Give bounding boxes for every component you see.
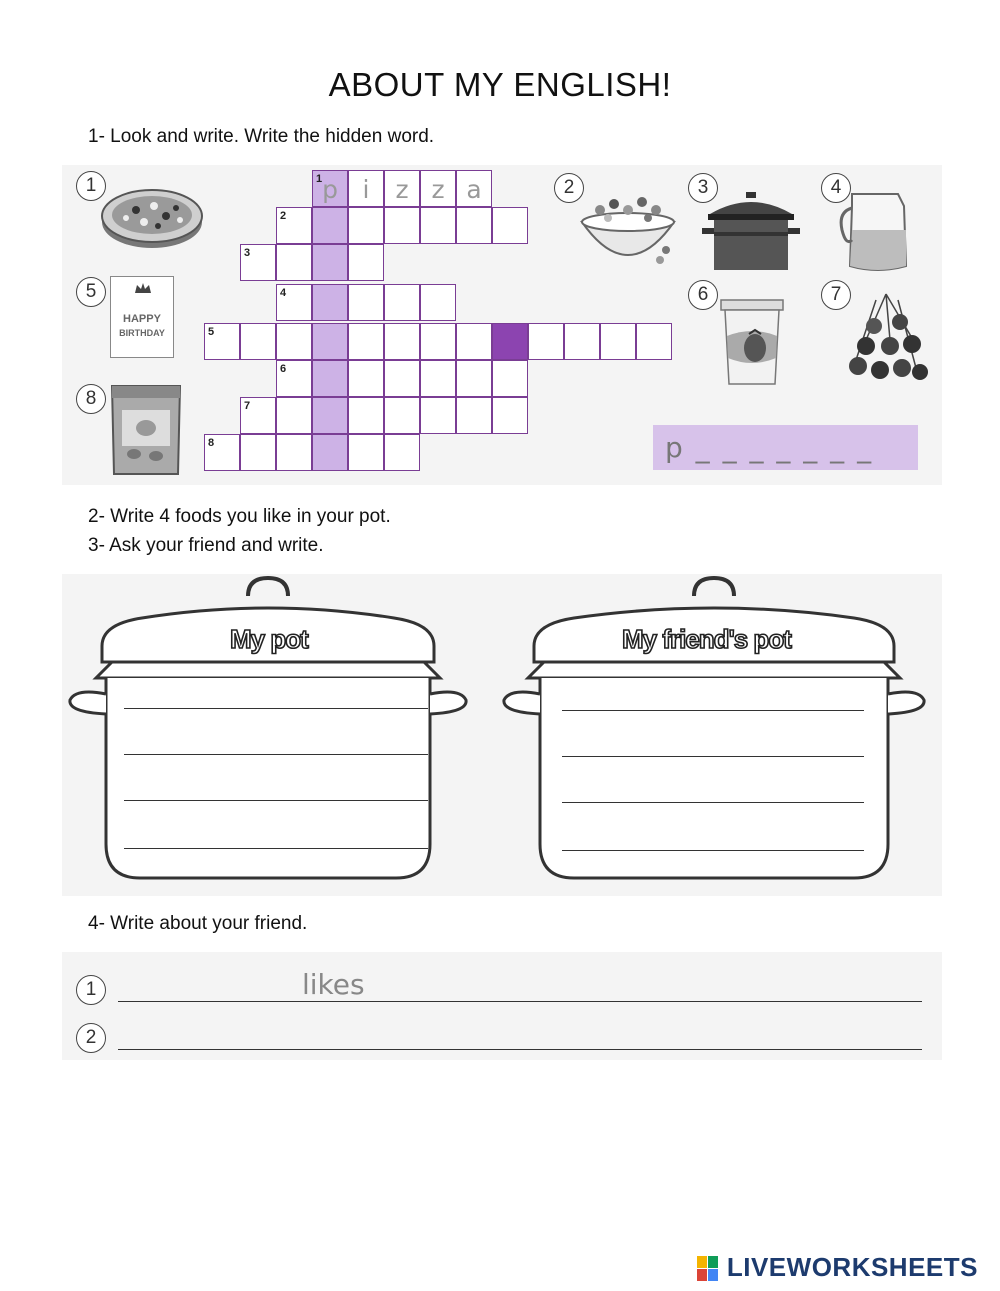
- sentence-line-2[interactable]: [118, 1049, 922, 1050]
- cell-letter: p: [322, 175, 338, 204]
- yogurt-icon: [719, 296, 785, 388]
- cell-r5-c3[interactable]: [276, 323, 312, 360]
- cell-r6-c1[interactable]: [276, 360, 312, 397]
- clue-number: 1: [316, 173, 323, 185]
- clue-number: 6: [280, 363, 287, 375]
- cell-r5-blank: [492, 323, 528, 360]
- instruction-1: 1- Look and write. Write the hidden word.: [88, 126, 435, 147]
- friends-pot-line-2[interactable]: [562, 756, 864, 757]
- cell-r8-c4[interactable]: [312, 434, 348, 471]
- cell-r8-c6[interactable]: [384, 434, 420, 471]
- card-text-line2: BIRTHDAY: [119, 328, 165, 338]
- cell-r7-c2[interactable]: [276, 397, 312, 434]
- clue-number: 4: [280, 287, 287, 299]
- sentence-line-1[interactable]: [118, 1001, 922, 1002]
- cell-r5-c1[interactable]: [204, 323, 240, 360]
- page-title: ABOUT MY ENGLISH!: [328, 66, 672, 103]
- cell-r2-c2[interactable]: [312, 207, 348, 244]
- cell-r7-c7[interactable]: [456, 397, 492, 434]
- cell-r2-c5[interactable]: [420, 207, 456, 244]
- picture-number-4: 4: [821, 173, 851, 203]
- pizza-icon: [96, 172, 208, 254]
- instruction-3: 3- Ask your friend and write.: [88, 535, 324, 556]
- cell-r5-c13[interactable]: [636, 323, 672, 360]
- cell-r5-c5[interactable]: [348, 323, 384, 360]
- cell-r5-c2[interactable]: [240, 323, 276, 360]
- picture-number-1: 1: [76, 171, 106, 201]
- cell-r4-c5[interactable]: [420, 284, 456, 321]
- cell-r6-c2[interactable]: [312, 360, 348, 397]
- brand-name[interactable]: LIVEWORKSHEETS: [726, 1252, 978, 1282]
- cell-r8-c2[interactable]: [240, 434, 276, 471]
- cell-r5-c7[interactable]: [420, 323, 456, 360]
- cell-r1-c1[interactable]: [312, 170, 348, 207]
- juice-jug-icon: [838, 190, 922, 274]
- example-word-likes: likes: [302, 968, 365, 1001]
- cell-r4-c3[interactable]: [348, 284, 384, 321]
- friend-sentences-panel: [62, 952, 942, 1060]
- clue-number: 5: [208, 326, 215, 338]
- cell-r5-c12[interactable]: [600, 323, 636, 360]
- cell-r7-c4[interactable]: [348, 397, 384, 434]
- cell-r3-c3[interactable]: [312, 244, 348, 281]
- clue-number: 2: [280, 210, 287, 222]
- hidden-word-answer: p _ _ _ _ _ _ _: [665, 431, 874, 464]
- cell-r2-c6[interactable]: [456, 207, 492, 244]
- friends-pot-line-4[interactable]: [562, 850, 864, 851]
- cell-r8-c5[interactable]: [348, 434, 384, 471]
- cell-r6-c3[interactable]: [348, 360, 384, 397]
- cell-r1-c3[interactable]: [384, 170, 420, 207]
- cell-r3-c2[interactable]: [276, 244, 312, 281]
- cell-r6-c6[interactable]: [456, 360, 492, 397]
- my-pot-icon: [70, 578, 466, 878]
- hidden-word-box[interactable]: [653, 425, 918, 470]
- cell-r2-c1[interactable]: [276, 207, 312, 244]
- cereal-bowl-icon: [578, 188, 678, 270]
- sentence-number-1: 1: [76, 975, 106, 1005]
- cell-letter: a: [466, 175, 482, 204]
- my-pot-line-3[interactable]: [124, 800, 428, 801]
- cell-r5-c10[interactable]: [528, 323, 564, 360]
- friends-pot-line-1[interactable]: [562, 710, 864, 711]
- picture-number-8: 8: [76, 384, 106, 414]
- cell-r7-c3[interactable]: [312, 397, 348, 434]
- cell-r1-c4[interactable]: [420, 170, 456, 207]
- cell-r5-c8[interactable]: [456, 323, 492, 360]
- cell-letter: i: [362, 175, 370, 204]
- cell-r2-c3[interactable]: [348, 207, 384, 244]
- cell-r2-c7[interactable]: [492, 207, 528, 244]
- friends-pot-label: My friend's pot: [622, 624, 791, 654]
- cell-r4-c2[interactable]: [312, 284, 348, 321]
- cell-r6-c4[interactable]: [384, 360, 420, 397]
- cell-r1-c5[interactable]: [456, 170, 492, 207]
- cell-r7-c1[interactable]: [240, 397, 276, 434]
- instruction-2: 2- Write 4 foods you like in your pot.: [88, 506, 391, 527]
- cell-r4-c1[interactable]: [276, 284, 312, 321]
- cell-r7-c8[interactable]: [492, 397, 528, 434]
- clue-number: 7: [244, 400, 251, 412]
- my-pot-label: My pot: [230, 624, 308, 654]
- cherries-icon: [846, 290, 930, 386]
- cell-letter: z: [395, 175, 409, 204]
- cell-r3-c4[interactable]: [348, 244, 384, 281]
- cell-r5-c4[interactable]: [312, 323, 348, 360]
- cell-r6-c5[interactable]: [420, 360, 456, 397]
- cell-letter: z: [431, 175, 445, 204]
- picture-number-6: 6: [688, 280, 718, 310]
- cell-r7-c6[interactable]: [420, 397, 456, 434]
- clue-number: 8: [208, 437, 215, 449]
- cell-r5-c11[interactable]: [564, 323, 600, 360]
- picture-number-2: 2: [554, 173, 584, 203]
- birthday-card-icon: [110, 276, 174, 358]
- picture-number-3: 3: [688, 173, 718, 203]
- crisps-bag-icon: [108, 384, 184, 476]
- friends-pot-line-3[interactable]: [562, 802, 864, 803]
- crown-icon: [135, 283, 151, 293]
- cell-r8-c1[interactable]: [204, 434, 240, 471]
- liveworksheets-logo-icon: [697, 1256, 719, 1282]
- cell-r1-c2[interactable]: [348, 170, 384, 207]
- cell-r8-c3[interactable]: [276, 434, 312, 471]
- cell-r7-c5[interactable]: [384, 397, 420, 434]
- friends-pot-icon: [504, 578, 924, 878]
- my-pot-line-1[interactable]: [124, 708, 428, 709]
- card-text-line1: HAPPY: [123, 313, 161, 325]
- my-pot-line-2[interactable]: [124, 754, 428, 755]
- picture-number-5: 5: [76, 277, 106, 307]
- cell-r4-c4[interactable]: [384, 284, 420, 321]
- cell-r6-c7[interactable]: [492, 360, 528, 397]
- cell-r2-c4[interactable]: [384, 207, 420, 244]
- my-pot-line-4[interactable]: [124, 848, 428, 849]
- sentence-number-2: 2: [76, 1023, 106, 1053]
- cell-r3-c1[interactable]: [240, 244, 276, 281]
- picture-number-7: 7: [821, 280, 851, 310]
- instruction-4: 4- Write about your friend.: [88, 913, 308, 934]
- cooking-pot-icon: [702, 190, 800, 272]
- cell-r5-c6[interactable]: [384, 323, 420, 360]
- clue-number: 3: [244, 247, 251, 259]
